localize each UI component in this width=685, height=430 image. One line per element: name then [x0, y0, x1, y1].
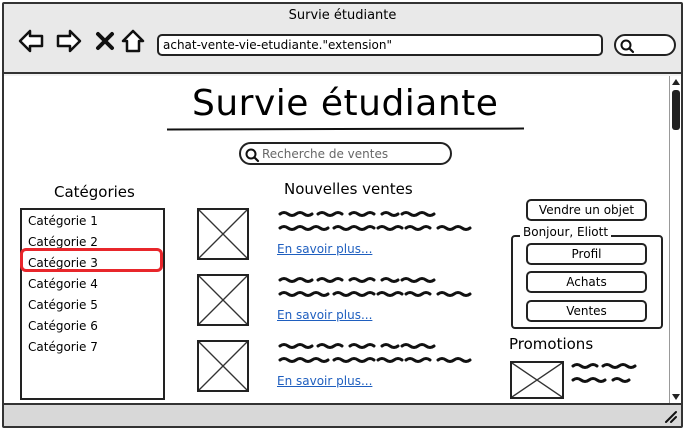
item-image-placeholder[interactable]: [197, 208, 249, 260]
item-description-scribble: [278, 340, 484, 368]
new-sales-heading: Nouvelles ventes: [284, 180, 413, 198]
search-icon: [244, 147, 260, 163]
categories-list: [20, 208, 165, 400]
resize-grip-icon[interactable]: [663, 409, 677, 423]
selected-category-highlight: [20, 248, 163, 272]
home-icon[interactable]: [120, 28, 146, 54]
back-arrow-icon[interactable]: [18, 28, 44, 54]
browser-search-field[interactable]: [614, 34, 676, 56]
read-more-link[interactable]: En savoir plus...: [277, 308, 373, 322]
title-underline: [167, 128, 524, 131]
item-image-placeholder[interactable]: [197, 340, 249, 392]
vertical-scrollbar[interactable]: [669, 76, 681, 403]
url-input[interactable]: achat-vente-vie-etudiante."extension": [157, 34, 603, 56]
sales-search-placeholder: Recherche de ventes: [262, 147, 389, 161]
status-bar: [4, 403, 681, 426]
purchases-button[interactable]: Achats: [526, 271, 647, 293]
category-item-4[interactable]: Catégorie 4: [28, 277, 98, 291]
sales-search-input[interactable]: [239, 142, 452, 165]
site-title: Survie étudiante: [192, 83, 499, 124]
sales-button[interactable]: Ventes: [526, 300, 647, 322]
page-content: [4, 76, 669, 403]
promotion-description-scribble: [571, 360, 643, 388]
category-item-6[interactable]: Catégorie 6: [28, 319, 98, 333]
read-more-link[interactable]: En savoir plus...: [277, 242, 373, 256]
category-item-3[interactable]: Catégorie 3: [28, 256, 98, 270]
window-title: Survie étudiante: [288, 8, 397, 23]
sell-item-button[interactable]: Vendre un objet: [526, 199, 647, 221]
promotions-heading: Promotions: [509, 335, 594, 353]
search-icon: [619, 38, 635, 54]
profile-button[interactable]: Profil: [526, 243, 647, 265]
stop-x-icon[interactable]: [94, 28, 116, 54]
scroll-up-arrow-icon[interactable]: [671, 78, 681, 86]
category-item-2[interactable]: Catégorie 2: [28, 235, 98, 249]
account-greeting: Bonjour, Eliott: [520, 225, 611, 239]
item-description-scribble: [278, 208, 484, 236]
category-item-1[interactable]: Catégorie 1: [28, 214, 98, 228]
forward-arrow-icon[interactable]: [56, 28, 82, 54]
promotion-image-placeholder[interactable]: [510, 361, 564, 399]
scrollbar-thumb[interactable]: [672, 90, 680, 130]
item-image-placeholder[interactable]: [197, 274, 249, 326]
browser-window: [2, 2, 683, 428]
browser-titlebar: [4, 4, 681, 74]
category-item-7[interactable]: Catégorie 7: [28, 340, 98, 354]
categories-heading: Catégories: [54, 183, 135, 201]
scroll-down-arrow-icon[interactable]: [671, 393, 681, 401]
read-more-link[interactable]: En savoir plus...: [277, 374, 373, 388]
category-item-5[interactable]: Catégorie 5: [28, 298, 98, 312]
item-description-scribble: [278, 274, 484, 302]
